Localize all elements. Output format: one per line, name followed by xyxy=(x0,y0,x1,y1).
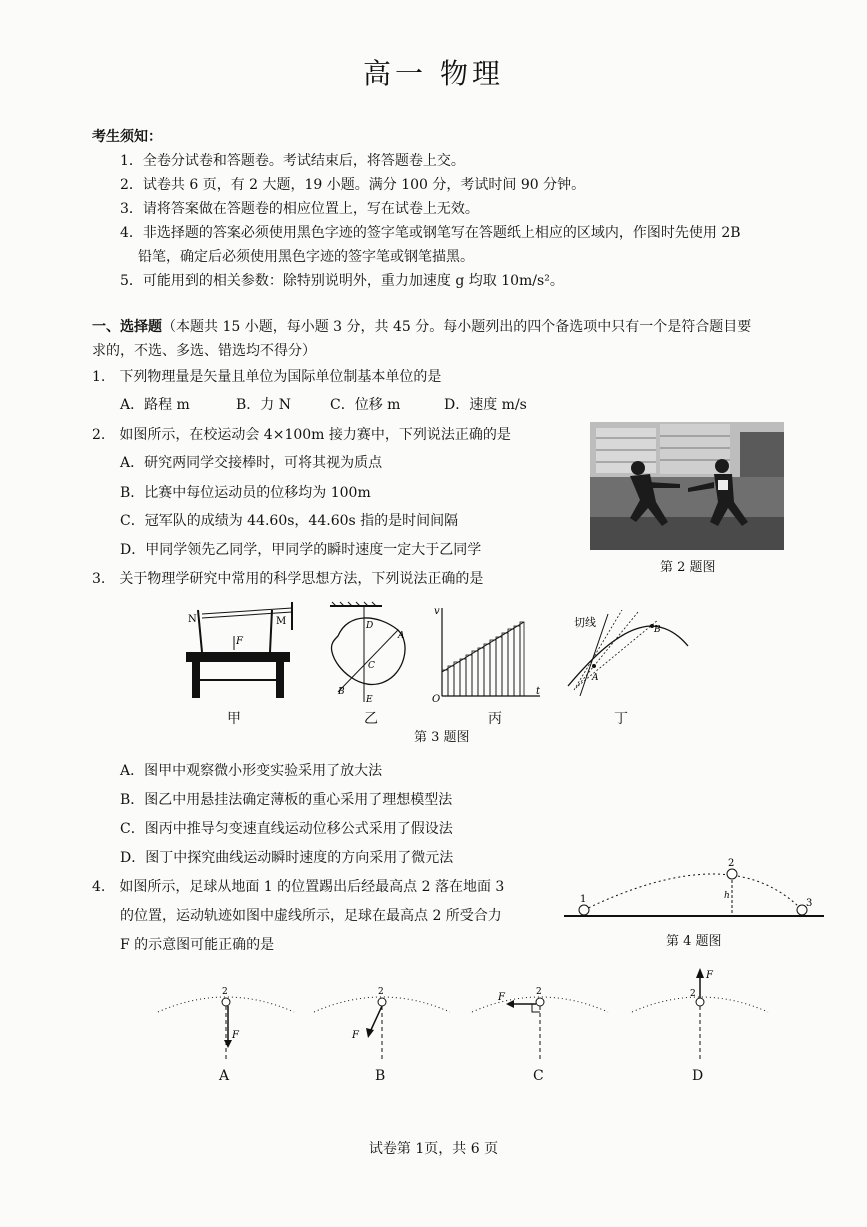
figure-3-caption: 第 3 题图 xyxy=(414,730,470,745)
figure-3-label-v: v xyxy=(434,606,440,617)
figure-3-label-o: O xyxy=(432,694,441,702)
figure-3-label-d: D xyxy=(366,621,374,631)
question-4-stem-line-1: 4. 如图所示，足球从地面 1 的位置踢出后经最高点 2 落在地面 3 xyxy=(92,879,505,895)
figure-3-label-m: M xyxy=(276,616,287,627)
section-desc: （本题共 15 小题，每小题 3 分，共 45 分。每小题列出的四个备选项中只有一个是符合题目要 xyxy=(162,319,752,335)
question-3-stem: 3. 关于物理学研究中常用的科学思想方法，下列说法正确的是 xyxy=(92,571,484,587)
question-1-option-d: D．速度 m/s xyxy=(444,397,527,413)
question-2-stem: 2. 如图所示，在校运动会 4×100m 接力赛中，下列说法正确的是 xyxy=(92,427,511,443)
choice-c-top-label: 2 xyxy=(536,987,542,997)
figure-4-trajectory xyxy=(562,858,826,922)
figure-3-label-point-a: A xyxy=(592,673,599,683)
figure-3-label-b: B xyxy=(338,687,345,697)
figure-3-label-point-b: B xyxy=(654,625,661,635)
choice-b-label: B xyxy=(375,1068,386,1084)
figure-3-label-f: F xyxy=(236,636,243,647)
page-title: 高一 物理 xyxy=(363,57,504,90)
section-heading: 一、选择题 xyxy=(92,319,162,335)
choice-a-diagram xyxy=(156,986,296,1062)
section-heading-line xyxy=(92,316,751,336)
figure-3-label-ding: 丁 xyxy=(614,711,628,727)
choice-a-top-label: 2 xyxy=(222,987,228,997)
figure-3-jia-desk-mirror xyxy=(180,600,300,702)
choice-c-label: C xyxy=(533,1068,544,1084)
section-desc-cont: 求的，不选、多选、错选均不得分） xyxy=(92,343,316,359)
choice-a-label: A xyxy=(219,1068,230,1084)
notice-heading: 考生须知： xyxy=(92,129,162,145)
question-3-option-c: C．图丙中推导匀变速直线运动位移公式采用了假设法 xyxy=(120,821,453,837)
question-2-option-a: A．研究两同学交接棒时，可将其视为质点 xyxy=(120,455,383,471)
figure-3-label-bing: 丙 xyxy=(488,711,502,727)
figure-3-label-n: N xyxy=(188,614,197,625)
question-1-option-b: B．力 N xyxy=(236,397,291,413)
choice-c-force-label: F xyxy=(498,992,505,1003)
notice-item: 1．全卷分试卷和答题卷。考试结束后，将答题卷上交。 xyxy=(120,153,465,169)
figure-4-point-3: 3 xyxy=(806,898,813,909)
figure-3-bing-vt-graph xyxy=(428,604,546,702)
choice-d-label: D xyxy=(692,1068,704,1084)
figure-4-point-2: 2 xyxy=(728,858,735,869)
choice-b-diagram xyxy=(312,986,452,1062)
figure-3-yi-hanging-plate xyxy=(318,600,418,704)
choice-b-top-label: 2 xyxy=(378,987,384,997)
question-2-option-b: B．比赛中每位运动员的位移均为 100m xyxy=(120,485,371,501)
notice-item: 2．试卷共 6 页，有 2 大题，19 小题。满分 100 分，考试时间 90 分钟。 xyxy=(120,177,586,193)
figure-3-ding-tangent xyxy=(560,604,690,700)
figure-3-label-t: t xyxy=(536,686,541,697)
choice-d-diagram xyxy=(630,964,770,1062)
question-2-option-c: C．冠军队的成绩为 44.60s，44.60s 指的是时间间隔 xyxy=(120,513,459,529)
figure-3-label-jia: 甲 xyxy=(227,711,241,727)
figure-4-point-1: 1 xyxy=(580,894,587,905)
question-3-option-b: B．图乙中用悬挂法确定薄板的重心采用了理想模型法 xyxy=(120,792,453,808)
choice-c-diagram xyxy=(470,986,610,1062)
question-2-option-d: D．甲同学领先乙同学，甲同学的瞬时速度一定大于乙同学 xyxy=(120,542,482,558)
choice-a-force-label: F xyxy=(232,1030,239,1041)
choice-d-force-label: F xyxy=(706,970,713,981)
notice-item: 铅笔，确定后必须使用黑色字迹的签字笔或钢笔描黑。 xyxy=(138,249,474,265)
figure-3-label-a: A xyxy=(398,631,405,641)
notice-item: 5．可能用到的相关参数：除特别说明外，重力加速度 g 均取 10m/s²。 xyxy=(120,273,564,289)
question-3-option-a: A．图甲中观察微小形变实验采用了放大法 xyxy=(120,763,383,779)
question-1-stem: 1. 下列物理量是矢量且单位为国际单位制基本单位的是 xyxy=(92,369,442,385)
question-4-stem-line-2: 的位置，运动轨迹如图中虚线所示，足球在最高点 2 所受合力 xyxy=(120,908,502,924)
figure-3-label-c: C xyxy=(368,661,375,671)
figure-3-label-tangent: 切线 xyxy=(574,616,596,629)
choice-b-force-label: F xyxy=(352,1030,359,1041)
notice-item: 4．非选择题的答案必须使用黑色字迹的签字笔或钢笔写在答题纸上相应的区域内，作图时先使用 2B xyxy=(120,225,741,241)
relay-race-photo xyxy=(590,422,784,550)
choice-d-top-label: 2 xyxy=(690,989,696,999)
figure-4-height-h: h xyxy=(724,891,730,901)
figure-2-caption: 第 2 题图 xyxy=(660,560,716,575)
page-footer: 试卷第 1页，共 6 页 xyxy=(368,1141,499,1157)
figure-3-label-e: E xyxy=(366,695,373,704)
figure-3-label-yi: 乙 xyxy=(364,711,378,727)
notice-item: 3．请将答案做在答题卷的相应位置上，写在试卷上无效。 xyxy=(120,201,479,217)
figure-4-caption: 第 4 题图 xyxy=(666,934,722,949)
question-3-option-d: D．图丁中探究曲线运动瞬时速度的方向采用了微元法 xyxy=(120,850,454,866)
question-1-option-c: C．位移 m xyxy=(330,397,401,413)
question-1-option-a: A．路程 m xyxy=(120,397,190,413)
question-4-stem-line-3: F 的示意图可能正确的是 xyxy=(120,937,275,953)
